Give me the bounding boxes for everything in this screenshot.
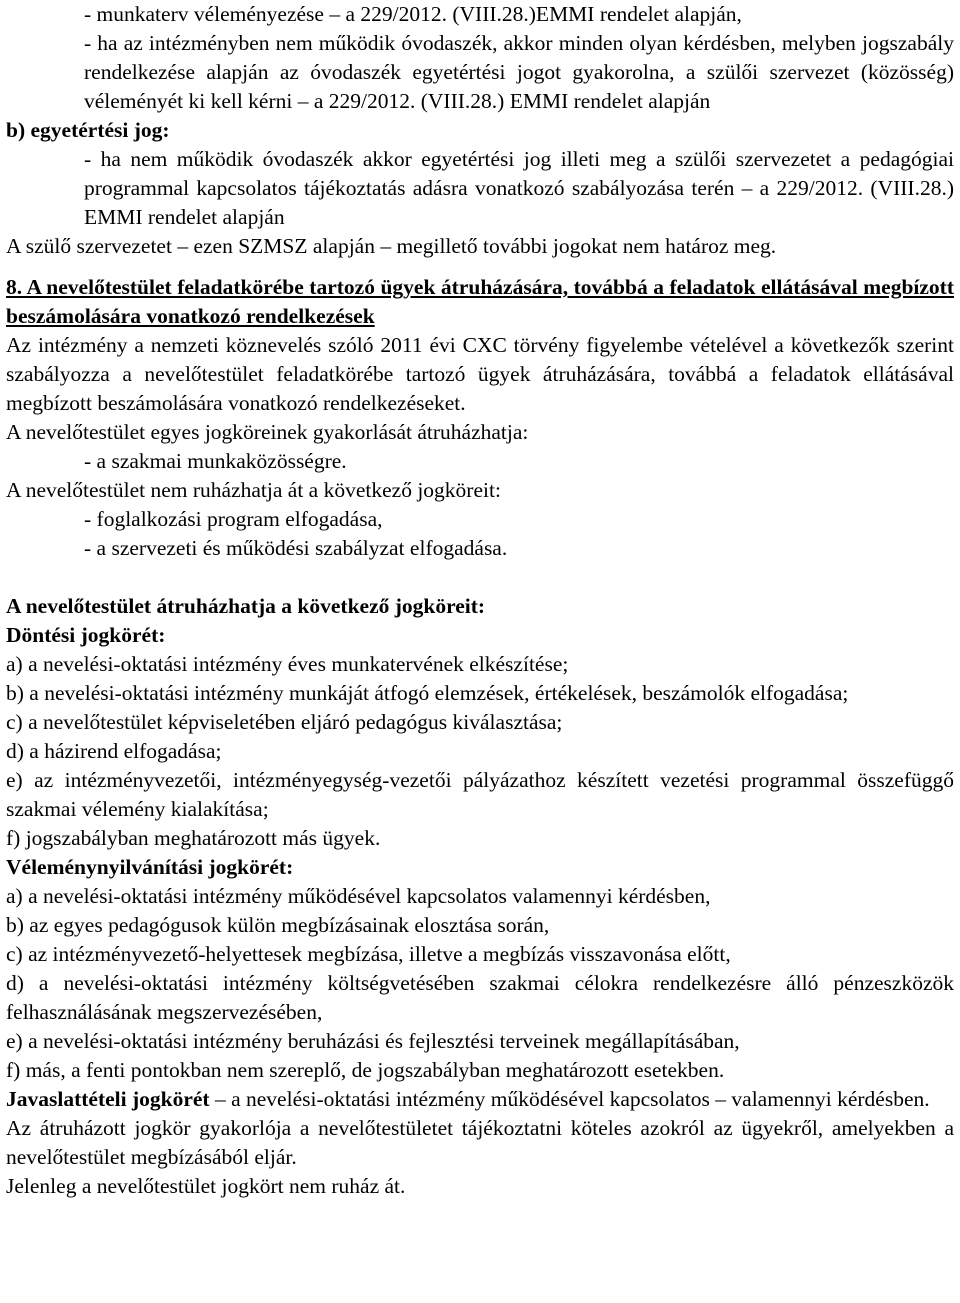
spacer bbox=[6, 563, 954, 592]
cannot-transfer-item: - foglalkozási program elfogadása, bbox=[84, 507, 383, 531]
top-line-1: - munkaterv véleményezése – a 229/2012. (VIII.28.)EMMI rendelet alapján, bbox=[84, 2, 742, 26]
can-transfer-text: A nevelőtestület egyes jogköreinek gyakorlását átruházhatja: bbox=[6, 420, 529, 444]
top-line-2: - ha az intézményben nem működik óvodaszék, akkor minden olyan kérdésben, melyben jogszabály rendelkezése alapján az óvodaszék egyetértési jogot gyakorolna, a szülői szervezet (közösség) véleményét ki kell kérni – a 229/2012. (VIII.28.) EMMI rendelet alapján bbox=[84, 31, 954, 113]
decision-item: e) az intézményvezetői, intézményegység-vezetői pályázathoz készített vezetési programmal összefüggő szakmai vélemény kialakítása; bbox=[6, 768, 954, 821]
cannot-transfer-text: A nevelőtestület nem ruházhatja át a következő jogköreit: bbox=[6, 478, 501, 502]
opinion-heading: Véleménynyilvánítási jogkörét: bbox=[6, 855, 294, 879]
opinion-item: c) az intézményvezető-helyettesek megbízása, illetve a megbízás visszavonása előtt, bbox=[6, 942, 731, 966]
spacer bbox=[6, 261, 954, 273]
decision-heading: Döntési jogkörét: bbox=[6, 623, 166, 647]
decision-item: f) jogszabályban meghatározott más ügyek. bbox=[6, 826, 381, 850]
opinion-item: d) a nevelési-oktatási intézmény költségvetésében szakmai célokra rendelkezésre álló pénzeszközök felhasználásának megszervezésében, bbox=[6, 971, 954, 1024]
decision-item: b) a nevelési-oktatási intézmény munkáját átfogó elemzések, értékelések, beszámolók elfogadása; bbox=[6, 681, 849, 705]
opinion-item: f) más, a fenti pontokban nem szereplő, de jogszabályban meghatározott esetekben. bbox=[6, 1058, 725, 1082]
transfer-heading: A nevelőtestület átruházhatja a következő jogköreit: bbox=[6, 594, 486, 618]
proposal-heading: Javaslattételi jogkörét bbox=[6, 1087, 210, 1111]
closing-paragraph-1: Az átruházott jogkör gyakorlója a nevelőtestületet tájékoztatni köteles azokról az ügyekről, amelyekben a nevelőtestület megbízásából eljár. bbox=[6, 1116, 954, 1169]
b-section-heading: b) egyetértési jog: bbox=[6, 118, 170, 142]
cannot-transfer-item: - a szervezeti és működési szabályzat elfogadása. bbox=[84, 536, 508, 560]
opinion-item: e) a nevelési-oktatási intézmény beruházási és fejlesztési terveinek megállapításában, bbox=[6, 1029, 740, 1053]
decision-item: a) a nevelési-oktatási intézmény éves munkatervének elkészítése; bbox=[6, 652, 569, 676]
opinion-item: a) a nevelési-oktatási intézmény működésével kapcsolatos valamennyi kérdésben, bbox=[6, 884, 711, 908]
b-section-item: - ha nem működik óvodaszék akkor egyetértési jog illeti meg a szülői szervezetet a pedagógiai programmal kapcsolatos tájékoztatás adásra vonatkozó szabályozása terén – a 229/2012. (VIII.28.) EMMI rendelet alapján bbox=[84, 147, 954, 229]
proposal-text: – a nevelési-oktatási intézmény működésével kapcsolatos – valamennyi kérdésben. bbox=[209, 1087, 930, 1111]
section-8-heading: 8. A nevelőtestület feladatkörébe tartozó ügyek átruházására, továbbá a feladatok ellátásával megbízott beszámolására vonatkozó rendelkezések bbox=[6, 275, 954, 328]
opinion-item: b) az egyes pedagógusok külön megbízásainak elosztása során, bbox=[6, 913, 550, 937]
can-transfer-item: - a szakmai munkaközösségre. bbox=[84, 449, 347, 473]
decision-item: d) a házirend elfogadása; bbox=[6, 739, 222, 763]
closing-paragraph-2: Jelenleg a nevelőtestület jogkört nem ruház át. bbox=[6, 1174, 406, 1198]
b-section-note: A szülő szervezetet – ezen SZMSZ alapján – megillető további jogokat nem határoz meg. bbox=[6, 234, 777, 258]
proposal-paragraph bbox=[6, 1085, 954, 1114]
section-8-intro: Az intézmény a nemzeti köznevelés szóló 2011 évi CXC törvény figyelembe vételével a következők szerint szabályozza a nevelőtestület feladatkörébe tartozó ügyek átruházására, továbbá a feladatok ellátásával megbízott beszámolására vonatkozó rendelkezéseket. bbox=[6, 333, 954, 415]
decision-item: c) a nevelőtestület képviseletében eljáró pedagógus kiválasztása; bbox=[6, 710, 563, 734]
